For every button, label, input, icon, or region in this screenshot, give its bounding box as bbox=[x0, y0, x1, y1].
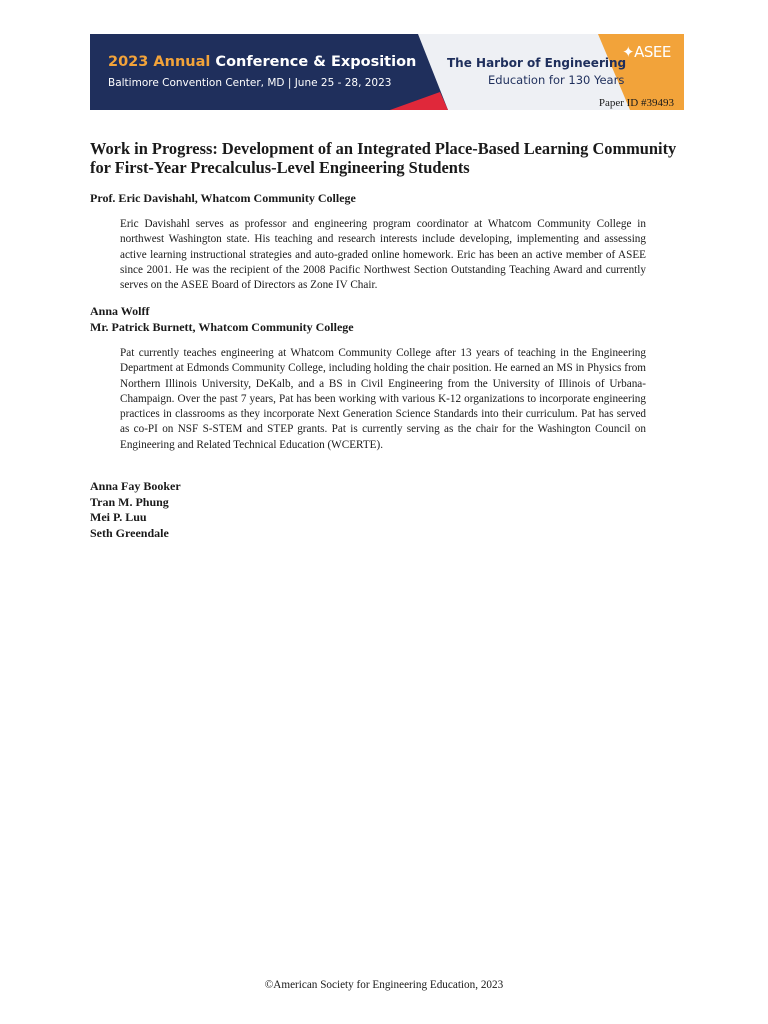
author-name: Mr. Patrick Burnett, Whatcom Community College bbox=[90, 320, 354, 334]
banner-background bbox=[90, 34, 684, 110]
author-bio: Eric Davishahl serves as professor and engineering program coordinator at Whatcom Community College in northwest Washington state. His teaching and research interests include developing, implementing and assessing active learning instructional strategies and auto-graded online homework. Eric has been an active member of ASEE since 2001. He was the recipient of the 2008 Pacific Northwest Section Outstanding Teaching Award and currently serves on the ASEE Board of Directors as Zone IV Chair. bbox=[120, 218, 646, 292]
asee-logo-mark-icon: ✦ bbox=[622, 43, 635, 61]
banner-tagline: The Harbor of Engineering bbox=[447, 56, 627, 70]
author-name: Seth Greendale bbox=[90, 526, 169, 540]
conference-location: Baltimore Convention Center, MD | June 25 - 28, 2023 bbox=[108, 77, 392, 89]
asee-logo-text: ASEE bbox=[634, 43, 671, 61]
conference-title-rest: Conference & Exposition bbox=[215, 54, 417, 70]
author-name: Anna Fay Booker bbox=[90, 479, 181, 493]
author-name: Prof. Eric Davishahl, Whatcom Community College bbox=[90, 191, 356, 205]
banner-tagline-sub: Education for 130 Years bbox=[488, 73, 625, 87]
author-name: Tran M. Phung bbox=[90, 495, 169, 509]
conference-banner bbox=[90, 34, 684, 110]
paper-title: Work in Progress: Development of an Integrated Place-Based Learning Community for First-Year Precalculus-Level Engineering Students bbox=[90, 139, 677, 177]
paper-id: Paper ID #39493 bbox=[598, 97, 674, 109]
conference-title bbox=[108, 54, 416, 70]
conference-year: 2023 Annual bbox=[108, 54, 211, 70]
author-name: Mei P. Luu bbox=[90, 510, 147, 524]
author-name: Anna Wolff bbox=[90, 304, 150, 318]
author-bio: Pat currently teaches engineering at Whatcom Community College after 13 years of teaching in the Engineering Department at Edmonds Community College, including holding the chair position. He earned an MS in Physics from Northern Illinois University, DeKalb, and a BS in Civil Engineering from the University of Illinois of Urbana-Champaign. Over the past 7 years, Pat has been working with various K-12 organizations to incorporate engineering practices in classrooms as they incorporate Next Generation Science Standards into their curriculum. Pat has served as co-PI on NSF S-STEM and STEP grants. Pat is currently serving as the chair for the Washington Council on Engineering and Related Technical Education (WCERTE). bbox=[120, 347, 646, 451]
copyright-footer: ©American Society for Engineering Education, 2023 bbox=[264, 979, 504, 991]
asee-logo bbox=[622, 43, 671, 61]
